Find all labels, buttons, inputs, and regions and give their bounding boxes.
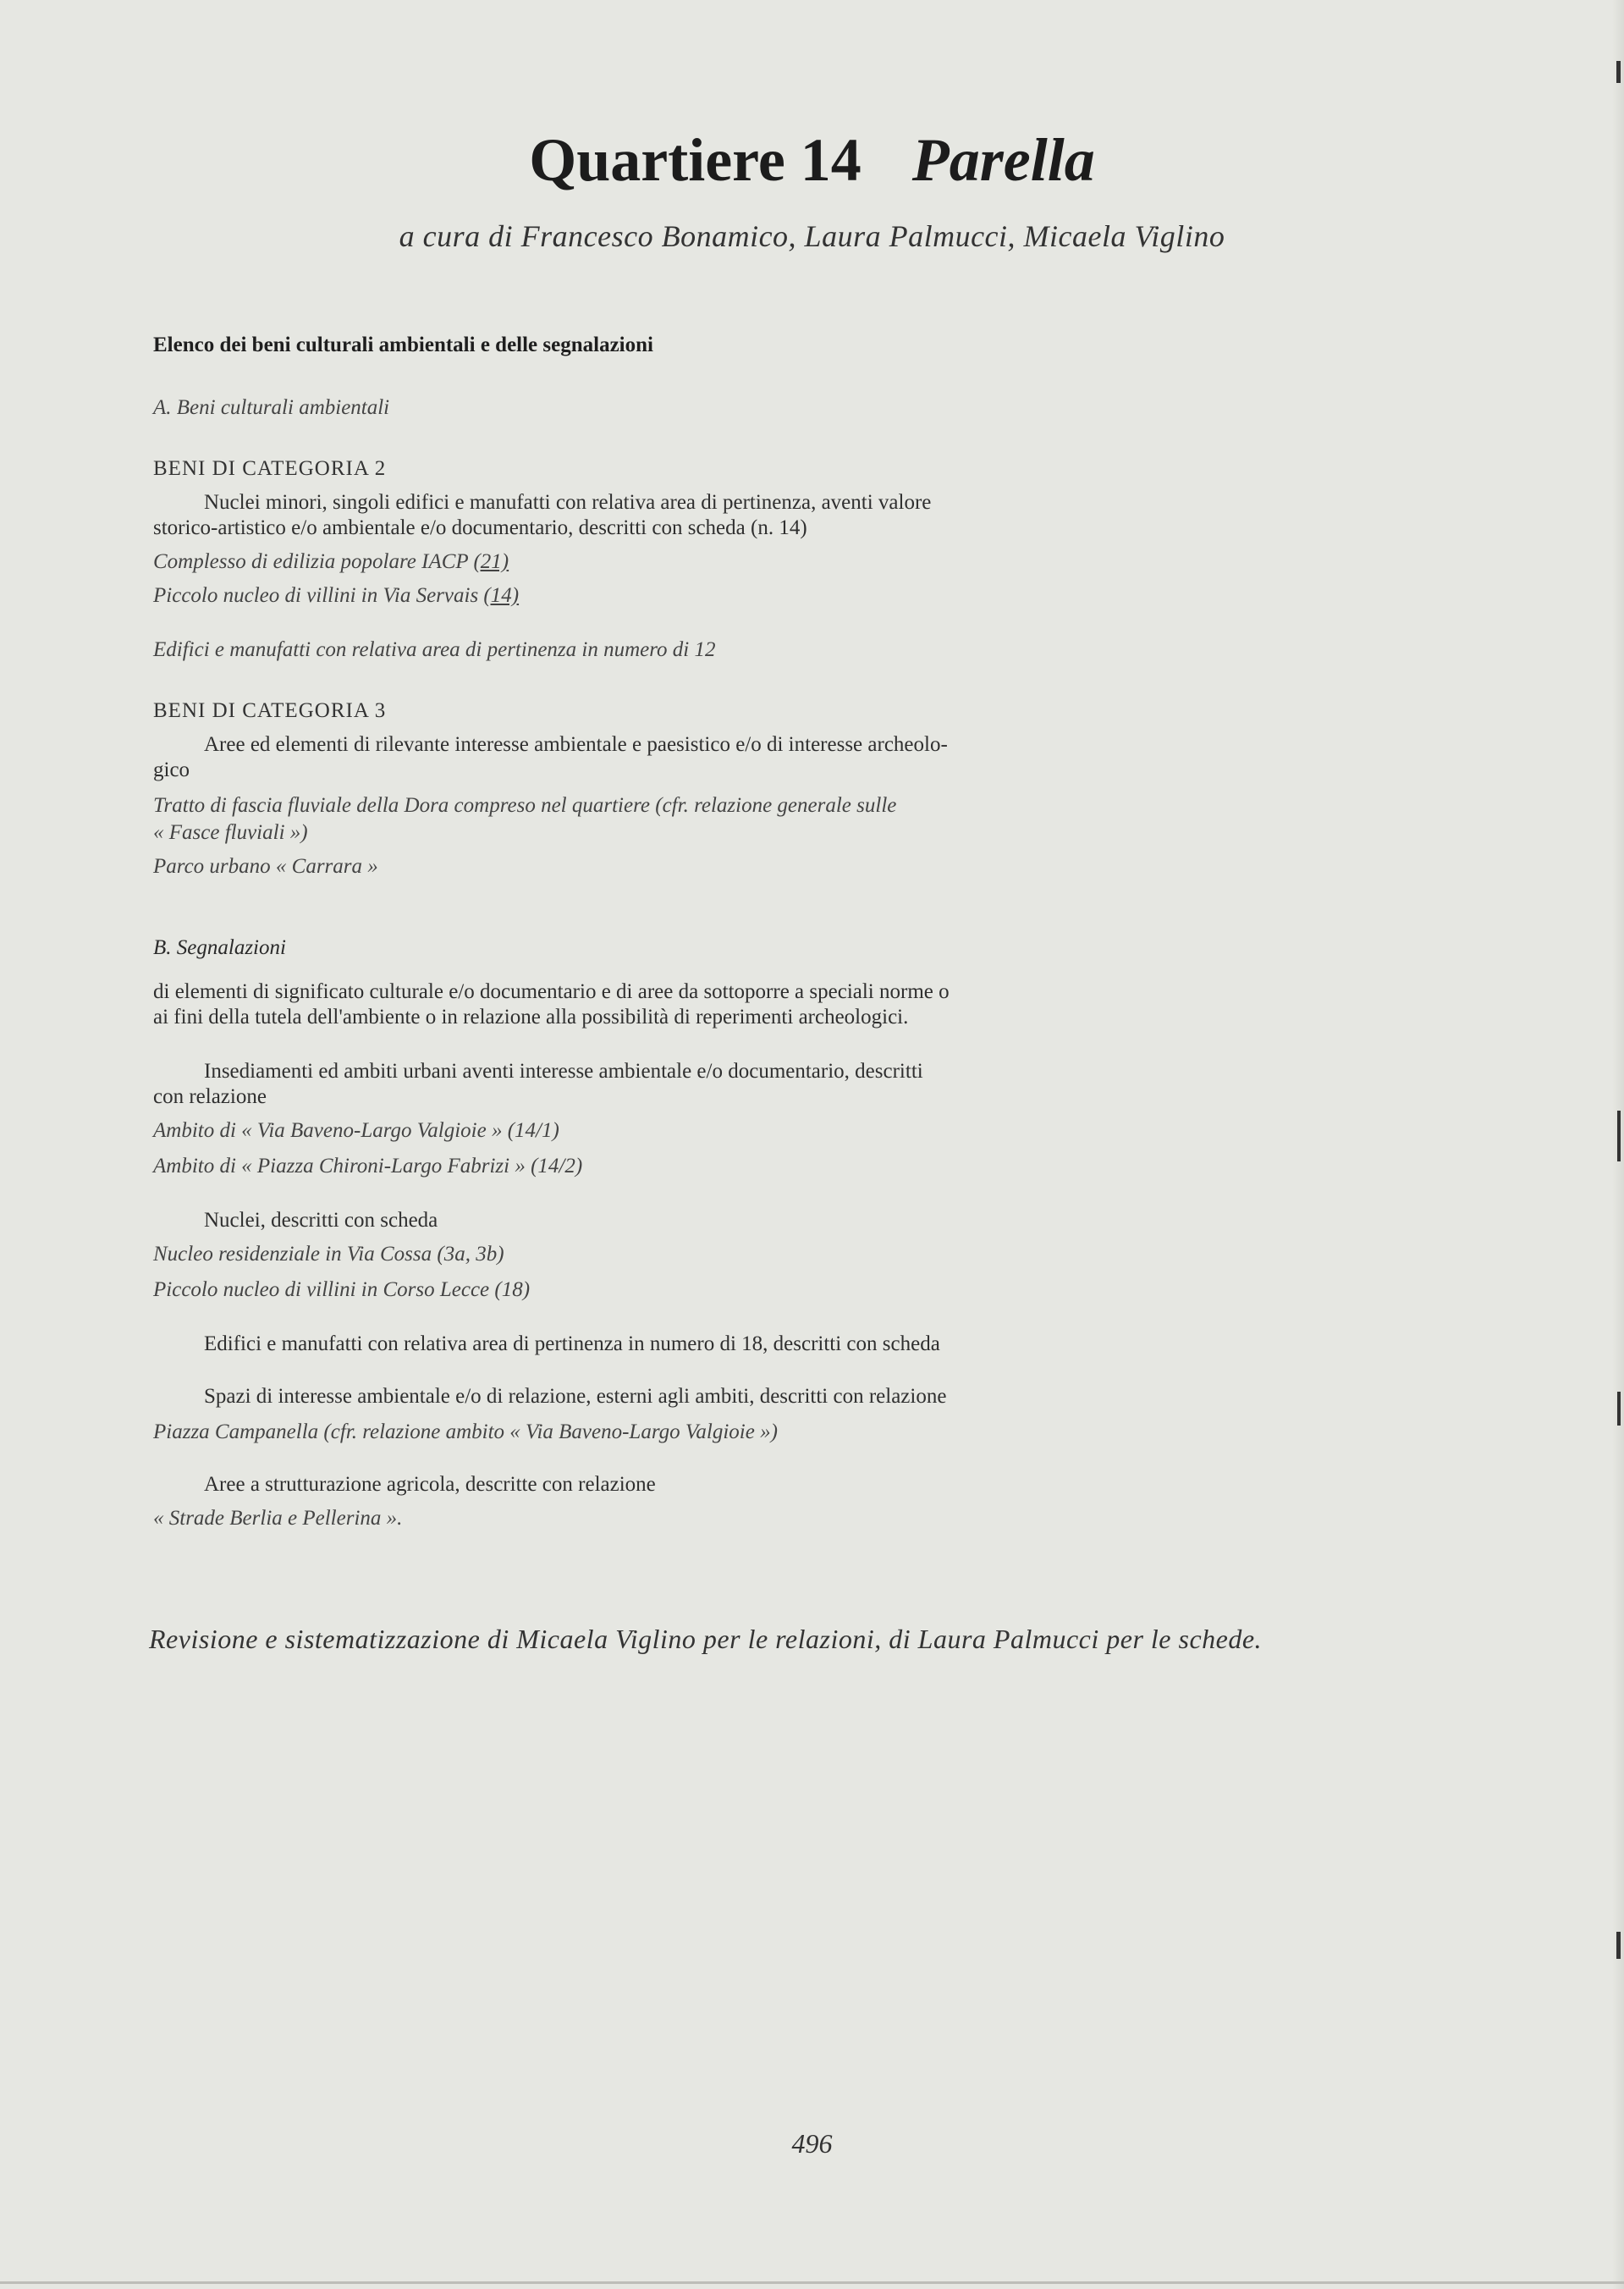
scan-mark	[1617, 1111, 1621, 1161]
category-2-item-2	[153, 582, 1076, 609]
item-ref: (21)	[473, 550, 509, 573]
group-2-item-1: Nucleo residenziale in Via Cossa (3a, 3b)	[153, 1243, 504, 1266]
category-2-item-1	[153, 549, 1076, 576]
group-2-item-2: Piccolo nucleo di villini in Corso Lecce (18)	[153, 1278, 531, 1301]
group-5-item-1: « Strade Berlia e Pellerina ».	[153, 1507, 403, 1530]
category-2-desc-1: Nuclei minori, singoli edifici e manufatti con relativa area di pertinenza, aventi valore	[204, 491, 932, 514]
page-title	[0, 125, 1624, 196]
section-b-title: B. Segnalazioni	[153, 936, 286, 959]
category-3-item-1-line-2: « Fasce fluviali »)	[153, 821, 308, 844]
scan-mark	[1616, 61, 1621, 83]
revision-note: Revisione e sistematizzazione di Micaela Viglino per le relazioni, di Laura Palmucci per le schede.	[149, 1624, 1263, 1654]
group-1-item-2: Ambito di « Piazza Chironi-Largo Fabrizi » (14/2)	[153, 1155, 583, 1178]
scan-mark	[1616, 1932, 1621, 1959]
item-text: Complesso di edilizia popolare IACP	[153, 550, 474, 573]
group-1-line-1: Insediamenti ed ambiti urbani aventi interesse ambientale e/o documentario, descritti	[204, 1060, 923, 1083]
group-1-line-2: con relazione	[153, 1085, 267, 1108]
group-4-item-1: Piazza Campanella (cfr. relazione ambito « Via Baveno-Largo Valgioie »)	[153, 1420, 778, 1443]
section-b-desc-1: di elementi di significato culturale e/o documentario e di aree da sottoporre a speciali norme o	[153, 980, 950, 1003]
group-1-item-1: Ambito di « Via Baveno-Largo Valgioie » (14/1)	[153, 1119, 559, 1142]
quartiere-number: Quartiere 14	[529, 126, 862, 194]
group-3-line-1: Edifici e manufatti con relativa area di pertinenza in numero di 18, descritti con scheda	[204, 1332, 940, 1355]
category-3-desc-2: gico	[153, 758, 190, 781]
scan-mark	[1617, 1392, 1621, 1426]
category-3-desc-1: Aree ed elementi di rilevante interesse ambientale e paesistico e/o di interesse archeolo-	[204, 733, 948, 756]
category-2-note: Edifici e manufatti con relativa area di pertinenza in numero di 12	[153, 638, 716, 661]
list-heading: Elenco dei beni culturali ambientali e delle segnalazioni	[153, 334, 653, 356]
category-3-item-2: Parco urbano « Carrara »	[153, 855, 378, 878]
page-number: 496	[791, 2128, 833, 2159]
page-bottom-edge	[0, 2281, 1624, 2284]
group-4-line-1: Spazi di interesse ambientale e/o di relazione, esterni agli ambiti, descritti con relazione	[204, 1385, 947, 1408]
curators-line: a cura di Francesco Bonamico, Laura Palmucci, Micaela Viglino	[399, 219, 1225, 253]
group-2-line-1: Nuclei, descritti con scheda	[204, 1209, 438, 1232]
section-a-title: A. Beni culturali ambientali	[153, 396, 390, 419]
section-b-desc-2: ai fini della tutela dell'ambiente o in relazione alla possibilità di reperimenti archeologici.	[153, 1006, 909, 1029]
item-text: Piccolo nucleo di villini in Via Servais	[153, 584, 484, 607]
category-3-label: BENI DI CATEGORIA 3	[153, 699, 387, 722]
group-5-line-1: Aree a strutturazione agricola, descritte con relazione	[204, 1473, 656, 1496]
category-3-item-1-line-1: Tratto di fascia fluviale della Dora compreso nel quartiere (cfr. relazione generale sulle	[153, 794, 897, 817]
item-ref: (14)	[483, 584, 520, 607]
quartiere-name: Parella	[911, 126, 1095, 194]
category-2-desc-2: storico-artistico e/o ambientale e/o documentario, descritti con scheda (n. 14)	[153, 516, 807, 539]
category-2-label: BENI DI CATEGORIA 2	[153, 457, 387, 480]
